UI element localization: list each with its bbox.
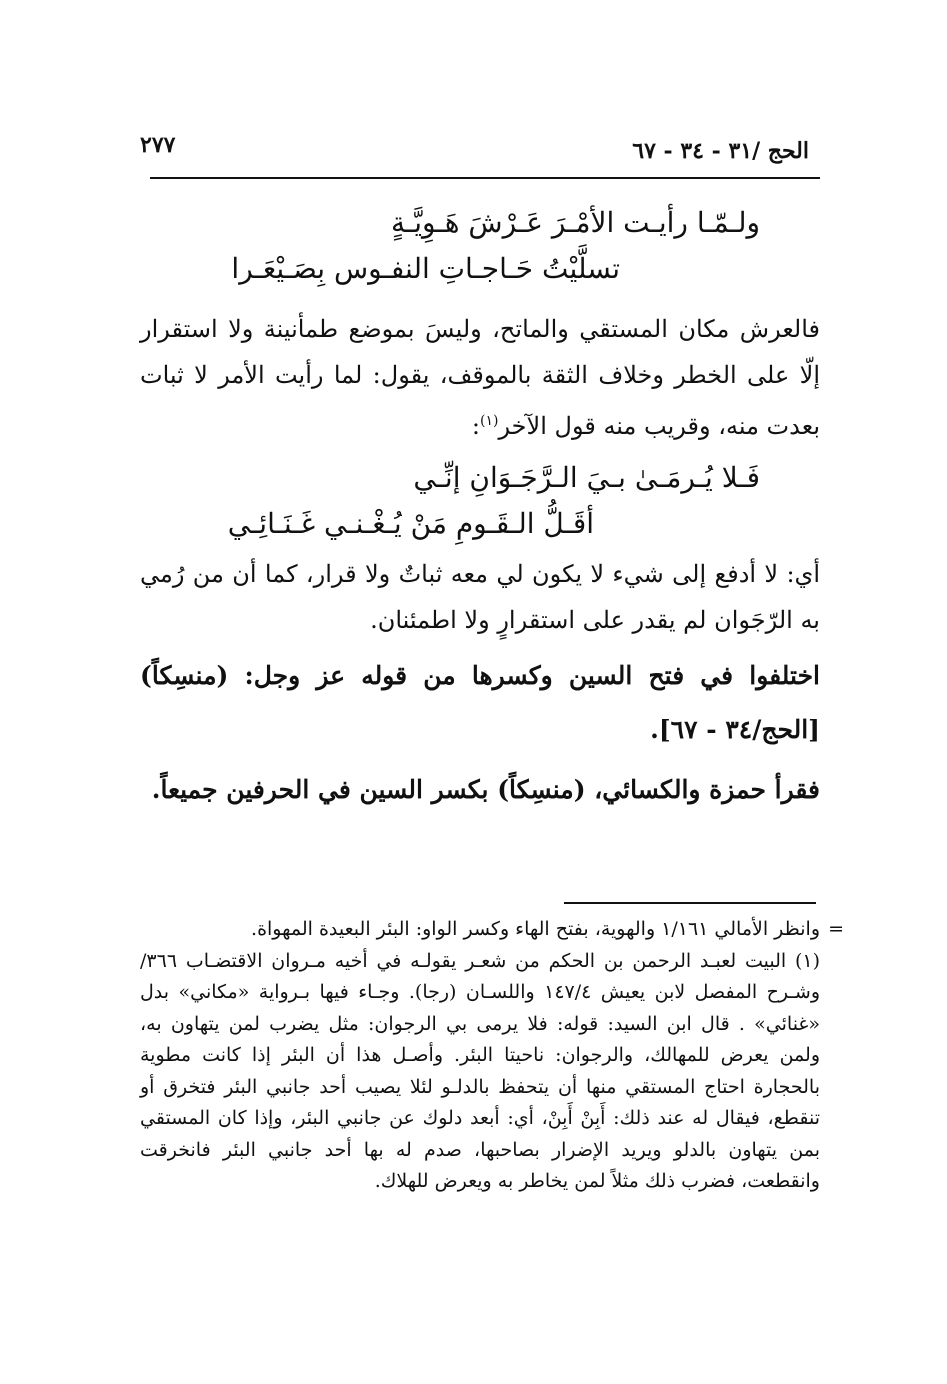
paragraph-1-text: فالعرش مكان المستقي والماتح، وليسَ بموضع طمأنينة ولا استقرار إلّا على الخطر وخلاف الثقة بالموقف، يقول: لما رأيت الأمر لا ثبات بعدت منه، وقريب منه قول الآخر — [140, 315, 821, 440]
footnote-continuation-text: وانظر الأمالي ١/١٦١ والهوية، بفتح الهاء وكسر الواو: البئر البعيدة المهواة. — [251, 918, 820, 940]
paragraph-3: اختلفوا في فتح السين وكسرها من قوله عز وجل: (منسِكاً) [الحج/٣٤ - ٦٧]. — [140, 661, 820, 744]
page-number: ٢٧٧ — [140, 132, 176, 158]
paragraph-2: أي: لا أدفع إلى شيء لا يكون لي معه ثباتٌ ولا قرار، كما أن من رُمي به الرّجَوان لم يقدر على استقرارٍ ولا اطمئنان. — [140, 560, 820, 634]
header-rule — [150, 177, 820, 179]
verse-2-line-1: فَـلا يُـرمَـىٰ بـيَ الـرَّجَـوَانِ إنِّـي — [413, 461, 760, 494]
main-text — [140, 200, 820, 817]
verse-1-line-1: ولـمّـا رأيـت الأمْـرَ عَـرْشَ هَـوِيَّـةٍ — [391, 206, 760, 239]
footnotes — [140, 914, 844, 1198]
verse-1 — [140, 200, 820, 292]
verse-2-line-2: أقَـلُّ الـقَـومِ مَنْ يُـغْـنـي غَـنَـائِـي — [227, 507, 594, 540]
footnote-continuation — [140, 914, 844, 946]
running-header: الحج /٣١ - ٣٤ - ٦٧ — [632, 138, 809, 164]
footnote-ref-1: (١) — [479, 413, 499, 429]
continuation-mark: = — [828, 918, 844, 940]
footnote-1: (١) البيت لعبـد الرحمن بن الحكم من شعـر يقولـه في أخيه مـروان الاقتضـاب ٣٦٦/ وشـرح المفصل لابن يعيش ١٤٧/٤ واللسـان (رجا). وجـاء فيها بـرواية «مكاني» بدل «غنائي» . قال ابن السيد: قوله: فلا يرمى بي الرجوان: مثل يضرب لمن يتهاون به، ولمن يعرض للمهالك، والرجوان: ناحيتا البئر. وأصـل هذا أن البئر إذا كانت مطوية بالحجارة احتاج المستقي منها أن يتحفظ بالدلـو لئلا يصيب أحد جانبي البئر فتخرق أو تنقطع، فيقال له عند ذلك: أَبِنْ أَبِنْ، أي: أبعد دلوك عن جانبي البئر، وإذا كان المستقي بمن يتهاون بالدلو ويريد الإضرار بصاحبها، صدم له بها أحد جانبي البئر فانخرقت وانقطعت، فضرب ذلك مثلاً لمن يخاطر به ويعرض للهلاك. — [140, 949, 820, 1192]
verse-2 — [140, 455, 820, 547]
paragraph-1-end: : — [471, 412, 480, 440]
paragraph-1 — [140, 306, 820, 449]
paragraph-4: فقرأ حمزة والكسائي، (منسِكاً) بكسر السين في الحرفين جميعاً. — [151, 775, 820, 804]
verse-1-line-2: تسلَّيْتُ حَـاجـاتِ النفـوس بِصَـيْعَـرا — [231, 252, 620, 285]
footnote-rule — [564, 902, 816, 904]
